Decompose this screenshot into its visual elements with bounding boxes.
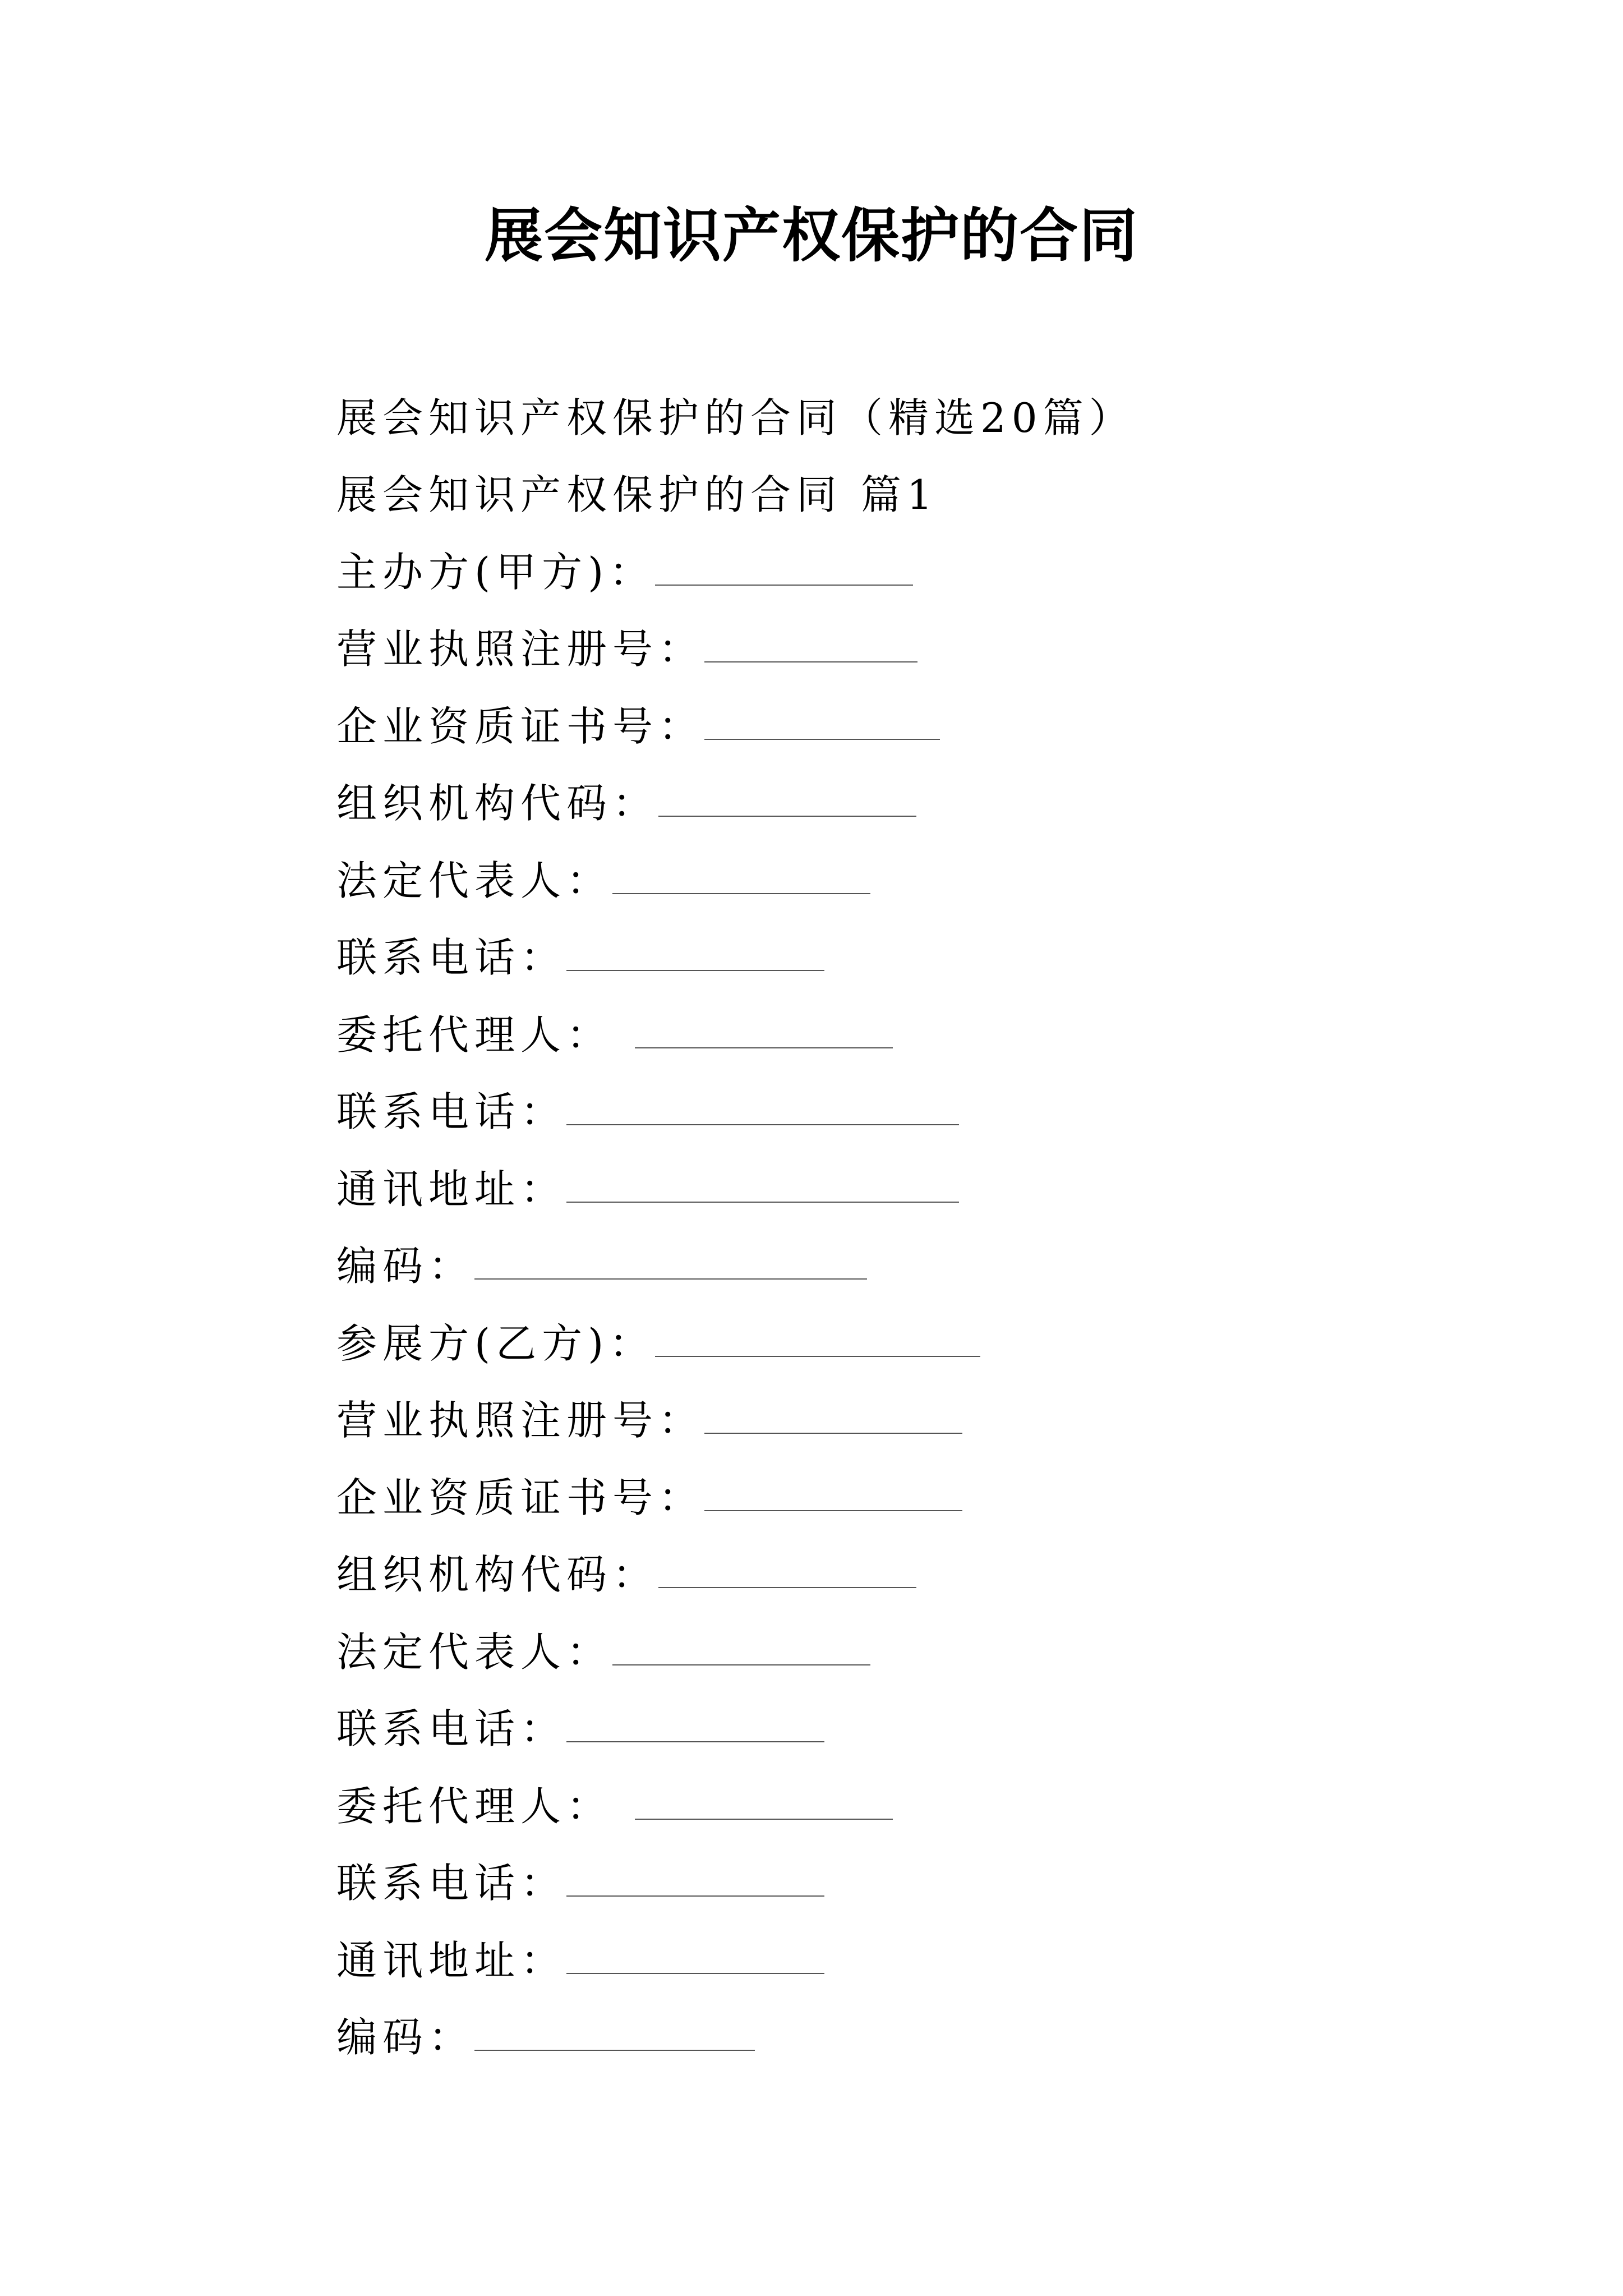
agent-phone-label: 联系电话： — [336, 1860, 567, 1907]
address-blank[interactable] — [566, 1973, 824, 1974]
agent-phone-blank[interactable] — [566, 1895, 824, 1897]
exhibitor-label: 参展方(乙方)： — [336, 1319, 656, 1367]
postcode-blank[interactable] — [474, 1278, 867, 1280]
field-row — [336, 1687, 1542, 1765]
legal-rep-label: 法定代表人： — [336, 1628, 613, 1676]
agent-label: 委托代理人： — [336, 1782, 613, 1830]
field-row — [336, 1147, 1542, 1225]
agent-blank[interactable] — [635, 1047, 893, 1048]
field-row — [336, 839, 1542, 916]
qualification-cert-blank[interactable] — [704, 739, 940, 740]
business-license-blank[interactable] — [704, 1433, 962, 1434]
field-row — [336, 916, 1542, 993]
subtitle: 展会知识产权保护的合同（精选20篇） — [336, 394, 1135, 441]
field-row — [336, 608, 1542, 685]
field-row — [336, 1996, 1542, 2073]
field-row — [336, 1610, 1542, 1687]
field-row — [336, 1456, 1542, 1533]
field-row — [336, 1070, 1542, 1148]
exhibitor-blank[interactable] — [655, 1356, 980, 1357]
field-row — [336, 993, 1542, 1070]
business-license-blank[interactable] — [704, 661, 917, 662]
field-row — [336, 1533, 1542, 1611]
legal-rep-blank[interactable] — [612, 893, 870, 894]
subtitle-line — [336, 376, 1542, 453]
phone-label: 联系电话： — [336, 1705, 567, 1753]
qualification-cert-label: 企业资质证书号： — [336, 702, 705, 750]
postcode-blank[interactable] — [474, 2050, 755, 2051]
phone-blank[interactable] — [566, 970, 824, 971]
organizer-blank[interactable] — [655, 585, 913, 586]
field-row — [336, 1379, 1542, 1456]
agent-phone-label: 联系电话： — [336, 1088, 567, 1136]
qualification-cert-label: 企业资质证书号： — [336, 1474, 705, 1521]
postcode-label: 编码： — [336, 2014, 475, 2062]
business-license-label: 营业执照注册号： — [336, 625, 705, 673]
phone-blank[interactable] — [566, 1741, 824, 1742]
organizer-label: 主办方(甲方)： — [336, 548, 656, 596]
agent-blank[interactable] — [635, 1819, 893, 1820]
org-code-label: 组织机构代码： — [336, 780, 659, 827]
legal-rep-label: 法定代表人： — [336, 857, 613, 904]
document-body — [336, 376, 1542, 2073]
field-row — [336, 762, 1542, 839]
field-row — [336, 1918, 1542, 1996]
qualification-cert-blank[interactable] — [704, 1510, 962, 1511]
field-row — [336, 1225, 1542, 1302]
org-code-blank[interactable] — [658, 816, 916, 817]
field-row — [336, 1842, 1542, 1919]
legal-rep-blank[interactable] — [612, 1664, 870, 1665]
section-heading-line — [336, 453, 1542, 531]
field-row — [336, 1764, 1542, 1842]
field-row — [336, 530, 1542, 608]
org-code-blank[interactable] — [658, 1587, 916, 1588]
field-row — [336, 1301, 1542, 1379]
address-label: 通讯地址： — [336, 1165, 567, 1213]
phone-label: 联系电话： — [336, 934, 567, 982]
address-blank[interactable] — [566, 1202, 959, 1203]
agent-phone-blank[interactable] — [566, 1124, 959, 1125]
field-row — [336, 684, 1542, 762]
document-title: 展会知识产权保护的合同 — [484, 201, 1138, 270]
address-label: 通讯地址： — [336, 1936, 567, 1984]
agent-label: 委托代理人： — [336, 1011, 613, 1059]
org-code-label: 组织机构代码： — [336, 1551, 659, 1599]
section-heading: 展会知识产权保护的合同 篇1 — [336, 471, 938, 519]
business-license-label: 营业执照注册号： — [336, 1397, 705, 1444]
postcode-label: 编码： — [336, 1243, 475, 1290]
